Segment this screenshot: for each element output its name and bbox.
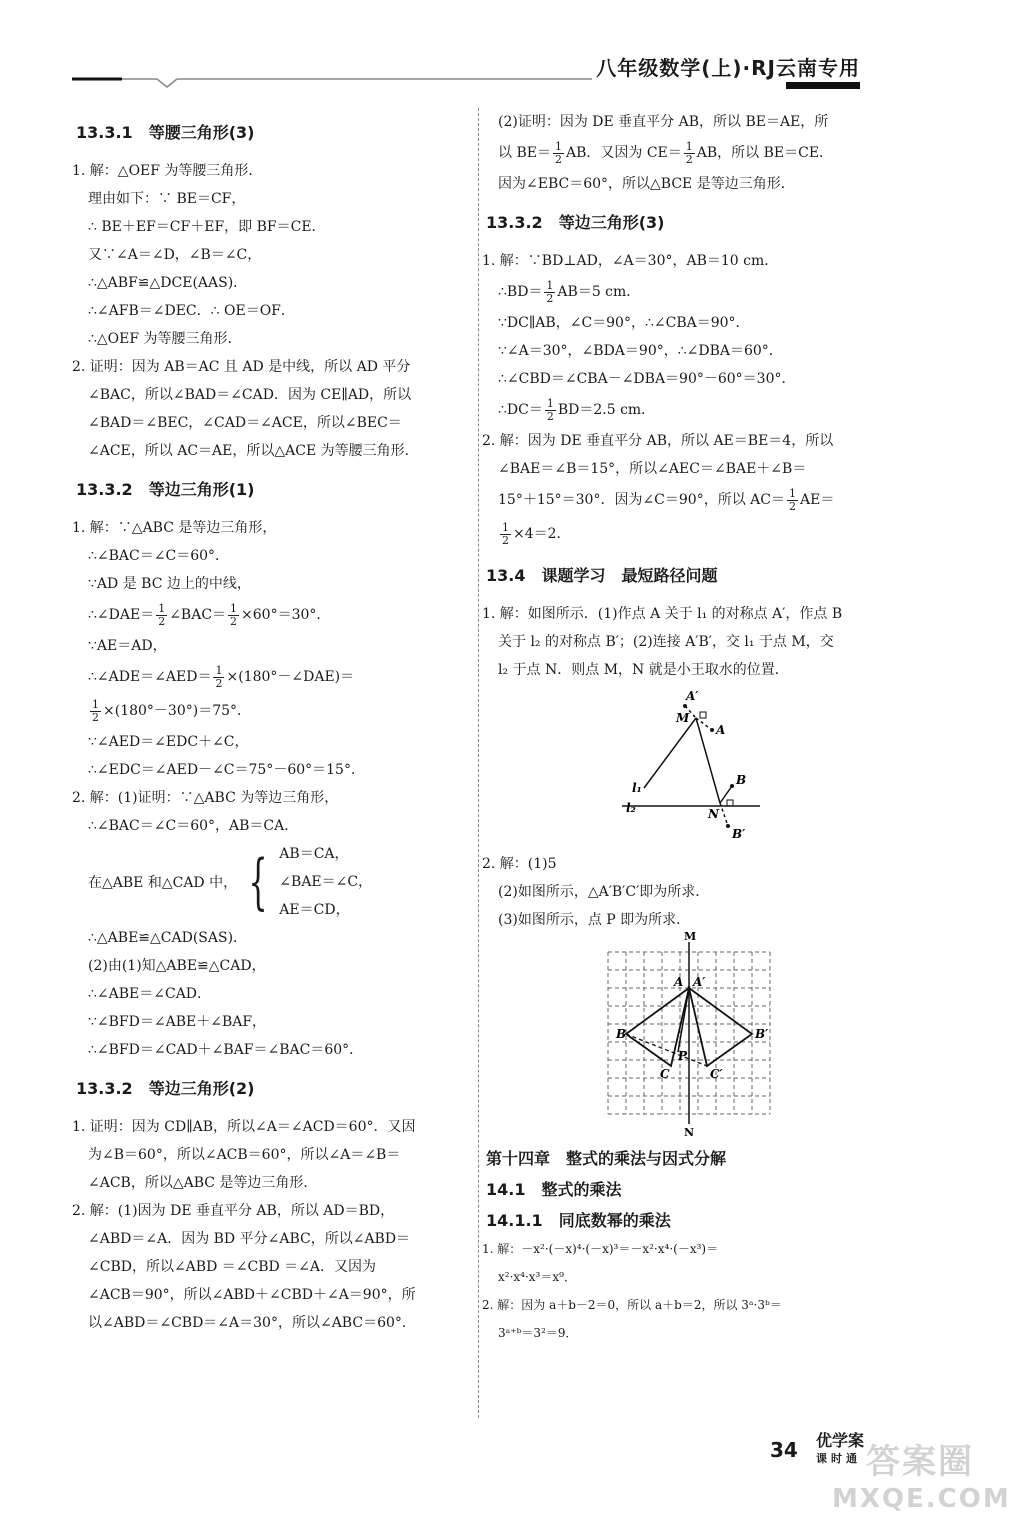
answer-line: ∴∠BAC＝∠C＝60°． — [88, 548, 230, 564]
fraction-half: $\frac{1}{2}$ — [546, 396, 554, 423]
answer-line: $\frac{1}{2}$ ×(180°－30°)＝75°． — [92, 697, 252, 724]
brace-symbol: { — [248, 847, 268, 917]
column-divider — [478, 108, 479, 1418]
chapter-title: 第十四章 整式的乘法与因式分解 — [486, 1149, 727, 1168]
section-title: 13.3.2 等边三角形(2) — [76, 1079, 255, 1098]
answer-line: ∵AD 是 BC 边上的中线， — [88, 576, 251, 592]
right-column — [482, 108, 892, 1347]
label-b: B — [736, 773, 747, 787]
fraction-half: $\frac{1}{2}$ — [158, 601, 166, 628]
fraction-half: $\frac{1}{2}$ — [546, 278, 554, 305]
fraction-half: $\frac{1}{2}$ — [788, 486, 796, 513]
answer-line: ∵∠BFD＝∠ABE＋∠BAF， — [88, 1014, 267, 1030]
equation-system: 在△ABE 和△CAD 中， { AB＝CA， ∠BAE＝∠C， AE＝CD， — [88, 846, 373, 918]
section-title: 13.3.1 等腰三角形(3) — [76, 123, 255, 142]
shortest-path-figure — [482, 688, 892, 846]
label-a-prime: A′ — [693, 975, 706, 989]
answer-line: 为∠B＝60°，所以∠ACB＝60°，所以∠A＝∠B＝ — [88, 1147, 401, 1163]
answer-line: 2. 解：(1)因为 DE 垂直平分 AB，所以 AD＝BD， — [72, 1203, 395, 1219]
left-column — [72, 108, 477, 1337]
answer-line: 因为∠EBC＝60°，所以△BCE 是等边三角形． — [498, 176, 795, 192]
header-bar — [786, 82, 860, 89]
answer-line: ∴∠BAC＝∠C＝60°，AB＝CA． — [88, 818, 299, 834]
fraction-half: $\frac{1}{2}$ — [230, 601, 238, 628]
answer-line: ∴∠EDC＝∠AED－∠C＝75°－60°＝15°． — [88, 762, 365, 778]
section-title: 13.4 课题学习 最短路径问题 — [486, 566, 718, 585]
answer-line: 2. 解：(1)5 — [482, 856, 557, 872]
label-n: N — [684, 1126, 695, 1139]
label-l2: l₂ — [626, 801, 636, 815]
answer-line: ∵DC∥AB，∠C＝90°，∴∠CBA＝90°． — [498, 315, 750, 331]
answer-line: ∠ABD＝∠A．因为 BD 平分∠ABC，所以∠ABD＝ — [88, 1231, 411, 1247]
answer-line: ∠CBD，所以∠ABD ＝∠CBD ＝∠A．又因为 — [88, 1259, 377, 1275]
answer-line: ∴∠ABE＝∠CAD． — [88, 986, 212, 1002]
label-a: A — [716, 723, 726, 737]
answer-line: 15°＋15°＝30°．因为∠C＝90°，所以 AC＝ $\frac{1}{2}$ AE＝ — [498, 486, 835, 513]
answer-line: ∴ BE＋EF＝CF＋EF，即 BF＝CE． — [88, 219, 326, 235]
label-m: M — [676, 711, 690, 725]
answer-line: 1. 解：∵BD⊥AD，∠A＝30°，AB＝10 cm． — [482, 253, 779, 269]
answer-line: 2. 解：因为 DE 垂直平分 AB，所以 AE＝BE＝4，所以 — [482, 433, 834, 449]
subsection-title: 14.1.1 同底数幂的乘法 — [486, 1211, 671, 1230]
label-c-prime: C′ — [710, 1067, 723, 1081]
answer-line: (2)由(1)知△ABE≌△CAD， — [88, 958, 266, 974]
answer-line: ∵∠AED＝∠EDC＋∠C， — [88, 734, 249, 750]
answer-line: ∠ACE，所以 AC＝AE，所以△ACE 为等腰三角形． — [88, 443, 419, 459]
answer-line: 理由如下：∵ BE＝CF， — [88, 191, 246, 207]
subsection-title: 14.1 整式的乘法 — [486, 1180, 622, 1199]
watermark: 答案圈 MXQE.COM — [832, 1442, 1011, 1514]
answer-line: ∵∠A＝30°，∠BDA＝90°，∴∠DBA＝60°． — [498, 343, 783, 359]
answer-line: ∴∠AFB＝∠DEC．∴ OE＝OF． — [88, 303, 295, 319]
answer-line: 1. 解：－x²·(－x)⁴·(－x)³＝－x²·x⁴·(－x³)＝ — [482, 1242, 719, 1256]
answer-line: ∴△ABE≌△CAD(SAS)． — [88, 930, 248, 946]
section-title: 13.3.2 等边三角形(1) — [76, 480, 255, 499]
label-n: N — [708, 807, 719, 821]
fraction-half: $\frac{1}{2}$ — [502, 520, 509, 547]
answer-line: ∴BD＝ $\frac{1}{2}$ AB＝5 cm． — [498, 278, 641, 305]
header-title: 八年级数学(上)·RJ云南专用 — [596, 56, 860, 80]
answer-line: ∵AE＝AD， — [88, 638, 167, 654]
fraction-half: $\frac{1}{2}$ — [685, 139, 693, 166]
answer-line: 1. 解：如图所示．(1)作点 A 关于 l₁ 的对称点 A′，作点 B — [482, 606, 843, 622]
answer-line: x²·x⁴·x³＝x⁹． — [498, 1270, 576, 1284]
fraction-half: $\frac{1}{2}$ — [92, 697, 99, 724]
answer-line: 2. 证明：因为 AB＝AC 且 AD 是中线，所以 AD 平分 — [72, 359, 411, 375]
label-p: P — [678, 1049, 688, 1063]
label-a-prime: A′ — [686, 689, 699, 703]
page-number: 34 — [770, 1438, 798, 1462]
section-title: 13.3.2 等边三角形(3) — [486, 213, 665, 232]
fraction-half: $\frac{1}{2}$ — [554, 139, 562, 166]
answer-line: $\frac{1}{2}$ ×4＝2． — [502, 520, 571, 547]
answer-line: 以∠ABD＝∠CBD＝∠A＝30°，所以∠ABC＝60°． — [88, 1315, 416, 1331]
label-a: A — [674, 975, 684, 989]
answer-line: 2. 解：因为 a＋b－2＝0，所以 a＋b＝2，所以 3ᵃ·3ᵇ＝ — [482, 1298, 782, 1312]
answer-line: ∠BAC，所以∠BAD＝∠CAD．因为 CE∥AD，所以 — [88, 387, 412, 403]
answer-line: ∴∠CBD＝∠CBA－∠DBA＝90°－60°＝30°． — [498, 371, 796, 387]
answer-line: 关于 l₂ 的对称点 B′；(2)连接 A′B′，交 l₁ 于点 M，交 — [498, 634, 834, 650]
answer-line: ∠BAE＝∠B＝15°，所以∠AEC＝∠BAE＋∠B＝ — [498, 461, 807, 477]
answer-line: (2)如图所示，△A′B′C′即为所求． — [498, 884, 710, 900]
answer-line: 2. 解：(1)证明：∵△ABC 为等边三角形， — [72, 790, 339, 806]
answer-line: l₂ 于点 N．则点 M，N 就是小王取水的位置． — [498, 662, 789, 678]
answer-line: ∴∠DAE＝ $\frac{1}{2}$ ∠BAC＝ $\frac{1}{2}$ ×60°＝30°． — [88, 601, 331, 628]
answer-line: ∴△ABF≌△DCE(AAS)． — [88, 275, 248, 291]
answer-line: (3)如图所示，点 P 即为所求． — [498, 912, 691, 928]
answer-line: 又∵∠A＝∠D，∠B＝∠C， — [88, 247, 262, 263]
answer-line: ∴DC＝ $\frac{1}{2}$ BD＝2.5 cm． — [498, 396, 656, 423]
label-b-prime: B′ — [755, 1027, 769, 1041]
answer-line: ∠ACB，所以△ABC 是等边三角形． — [88, 1175, 318, 1191]
answer-line: 1. 证明：因为 CD∥AB，所以∠A＝∠ACD＝60°．又因 — [72, 1119, 416, 1135]
label-m: M — [684, 930, 697, 943]
answer-line: ∴∠BFD＝∠CAD＋∠BAF＝∠BAC＝60°． — [88, 1042, 364, 1058]
label-b-prime: B′ — [732, 827, 746, 841]
answer-line: ∴∠ADE＝∠AED＝ $\frac{1}{2}$ ×(180°－∠DAE)＝ — [88, 663, 355, 690]
label-l1: l₁ — [632, 781, 642, 795]
grid-figure — [482, 930, 892, 1139]
brand-logo: 优学案 课时通 — [816, 1431, 865, 1465]
fraction-half: $\frac{1}{2}$ — [215, 663, 223, 690]
answer-line: ∠ACB＝90°，所以∠ABD＋∠CBD＋∠A＝90°，所 — [88, 1287, 416, 1303]
label-b: B — [616, 1027, 627, 1041]
answer-line: (2)证明：因为 DE 垂直平分 AB，所以 BE＝AE，所 — [498, 114, 829, 130]
label-c: C — [660, 1067, 670, 1081]
answer-line: 3ᵃ⁺ᵇ＝3²＝9． — [498, 1326, 578, 1340]
answer-line: ∴△OEF 为等腰三角形． — [88, 331, 242, 347]
answer-line: 以 BE＝ $\frac{1}{2}$ AB．又因为 CE＝ $\frac{1}{2}$ AB，所以 BE＝CE． — [498, 139, 834, 166]
answer-line: 1. 解：△OEF 为等腰三角形． — [72, 163, 263, 179]
answer-line: ∠BAD＝∠BEC，∠CAD＝∠ACE，所以∠BEC＝ — [88, 415, 402, 431]
answer-line: 1. 解：∵△ABC 是等边三角形， — [72, 520, 277, 536]
